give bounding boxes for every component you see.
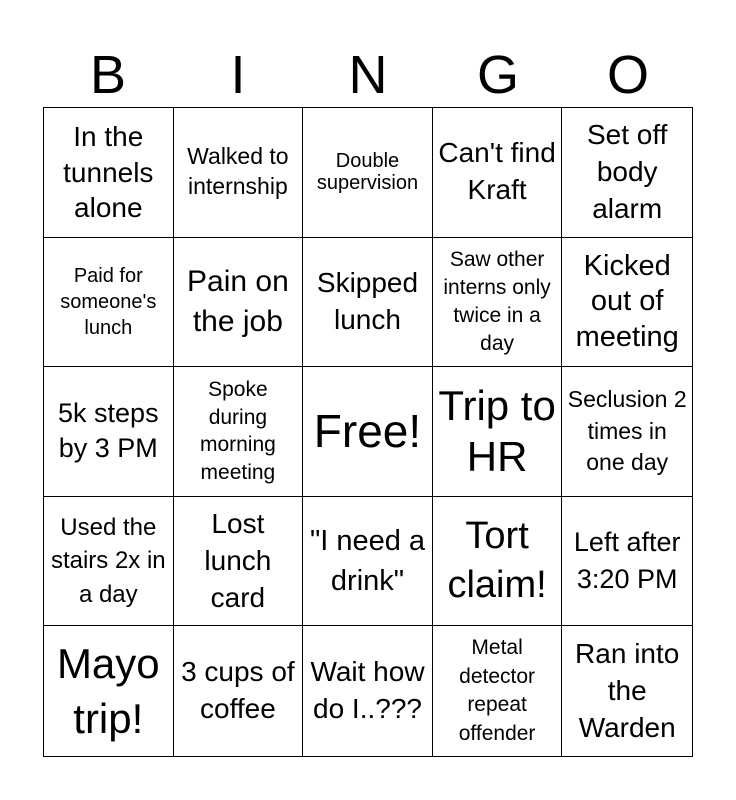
bingo-square[interactable]: Ran into the Warden (575, 637, 680, 743)
header-letter-o: O (606, 45, 649, 105)
bingo-square[interactable]: 3 cups of coffee (174, 626, 304, 756)
bingo-square[interactable]: Used the stairs 2x in a day (44, 497, 174, 627)
bingo-square[interactable]: Left after 3:20 PM (562, 497, 692, 627)
bingo-grid (43, 107, 693, 757)
bingo-square[interactable]: Saw other interns only twice in a day (433, 238, 563, 368)
bingo-square[interactable]: Metal detector repeat offender (433, 626, 563, 756)
bingo-square[interactable]: Lost lunch card (174, 497, 304, 627)
header-letter-b: B (89, 45, 127, 105)
bingo-square[interactable]: Can't find Kraft (433, 108, 563, 238)
bingo-square[interactable]: Walked to internship (174, 108, 304, 238)
bingo-square[interactable]: Kicked out of meeting (562, 238, 692, 368)
bingo-square[interactable]: "I need a drink" (303, 497, 433, 627)
bingo-square[interactable]: Trip to HR (433, 367, 563, 497)
bingo-square[interactable]: Set off body alarm (562, 108, 692, 238)
bingo-square[interactable]: Double supervision (303, 108, 433, 238)
header-letter-g: G (476, 45, 519, 105)
bingo-square[interactable]: Wait how do I..??? (303, 626, 433, 756)
bingo-square[interactable]: Skipped lunch (303, 238, 433, 368)
bingo-square[interactable]: Pain on the job (174, 238, 304, 368)
bingo-square[interactable]: Spoke during morning meeting (174, 367, 304, 497)
bingo-square[interactable]: Seclusion 2 times in one day (562, 367, 692, 497)
bingo-square[interactable]: Paid for someone's lunch (44, 238, 174, 368)
header-letter-n: N (348, 45, 388, 105)
bingo-header (43, 42, 693, 108)
bingo-square[interactable]: 5k steps by 3 PM (44, 367, 174, 497)
header-letter-i: I (230, 45, 246, 105)
bingo-square[interactable]: In the tunnels alone (44, 108, 174, 238)
bingo-square[interactable]: Free! (303, 367, 433, 497)
bingo-square[interactable]: Tort claim! (433, 497, 563, 627)
bingo-square[interactable]: Mayo trip! (44, 626, 174, 756)
